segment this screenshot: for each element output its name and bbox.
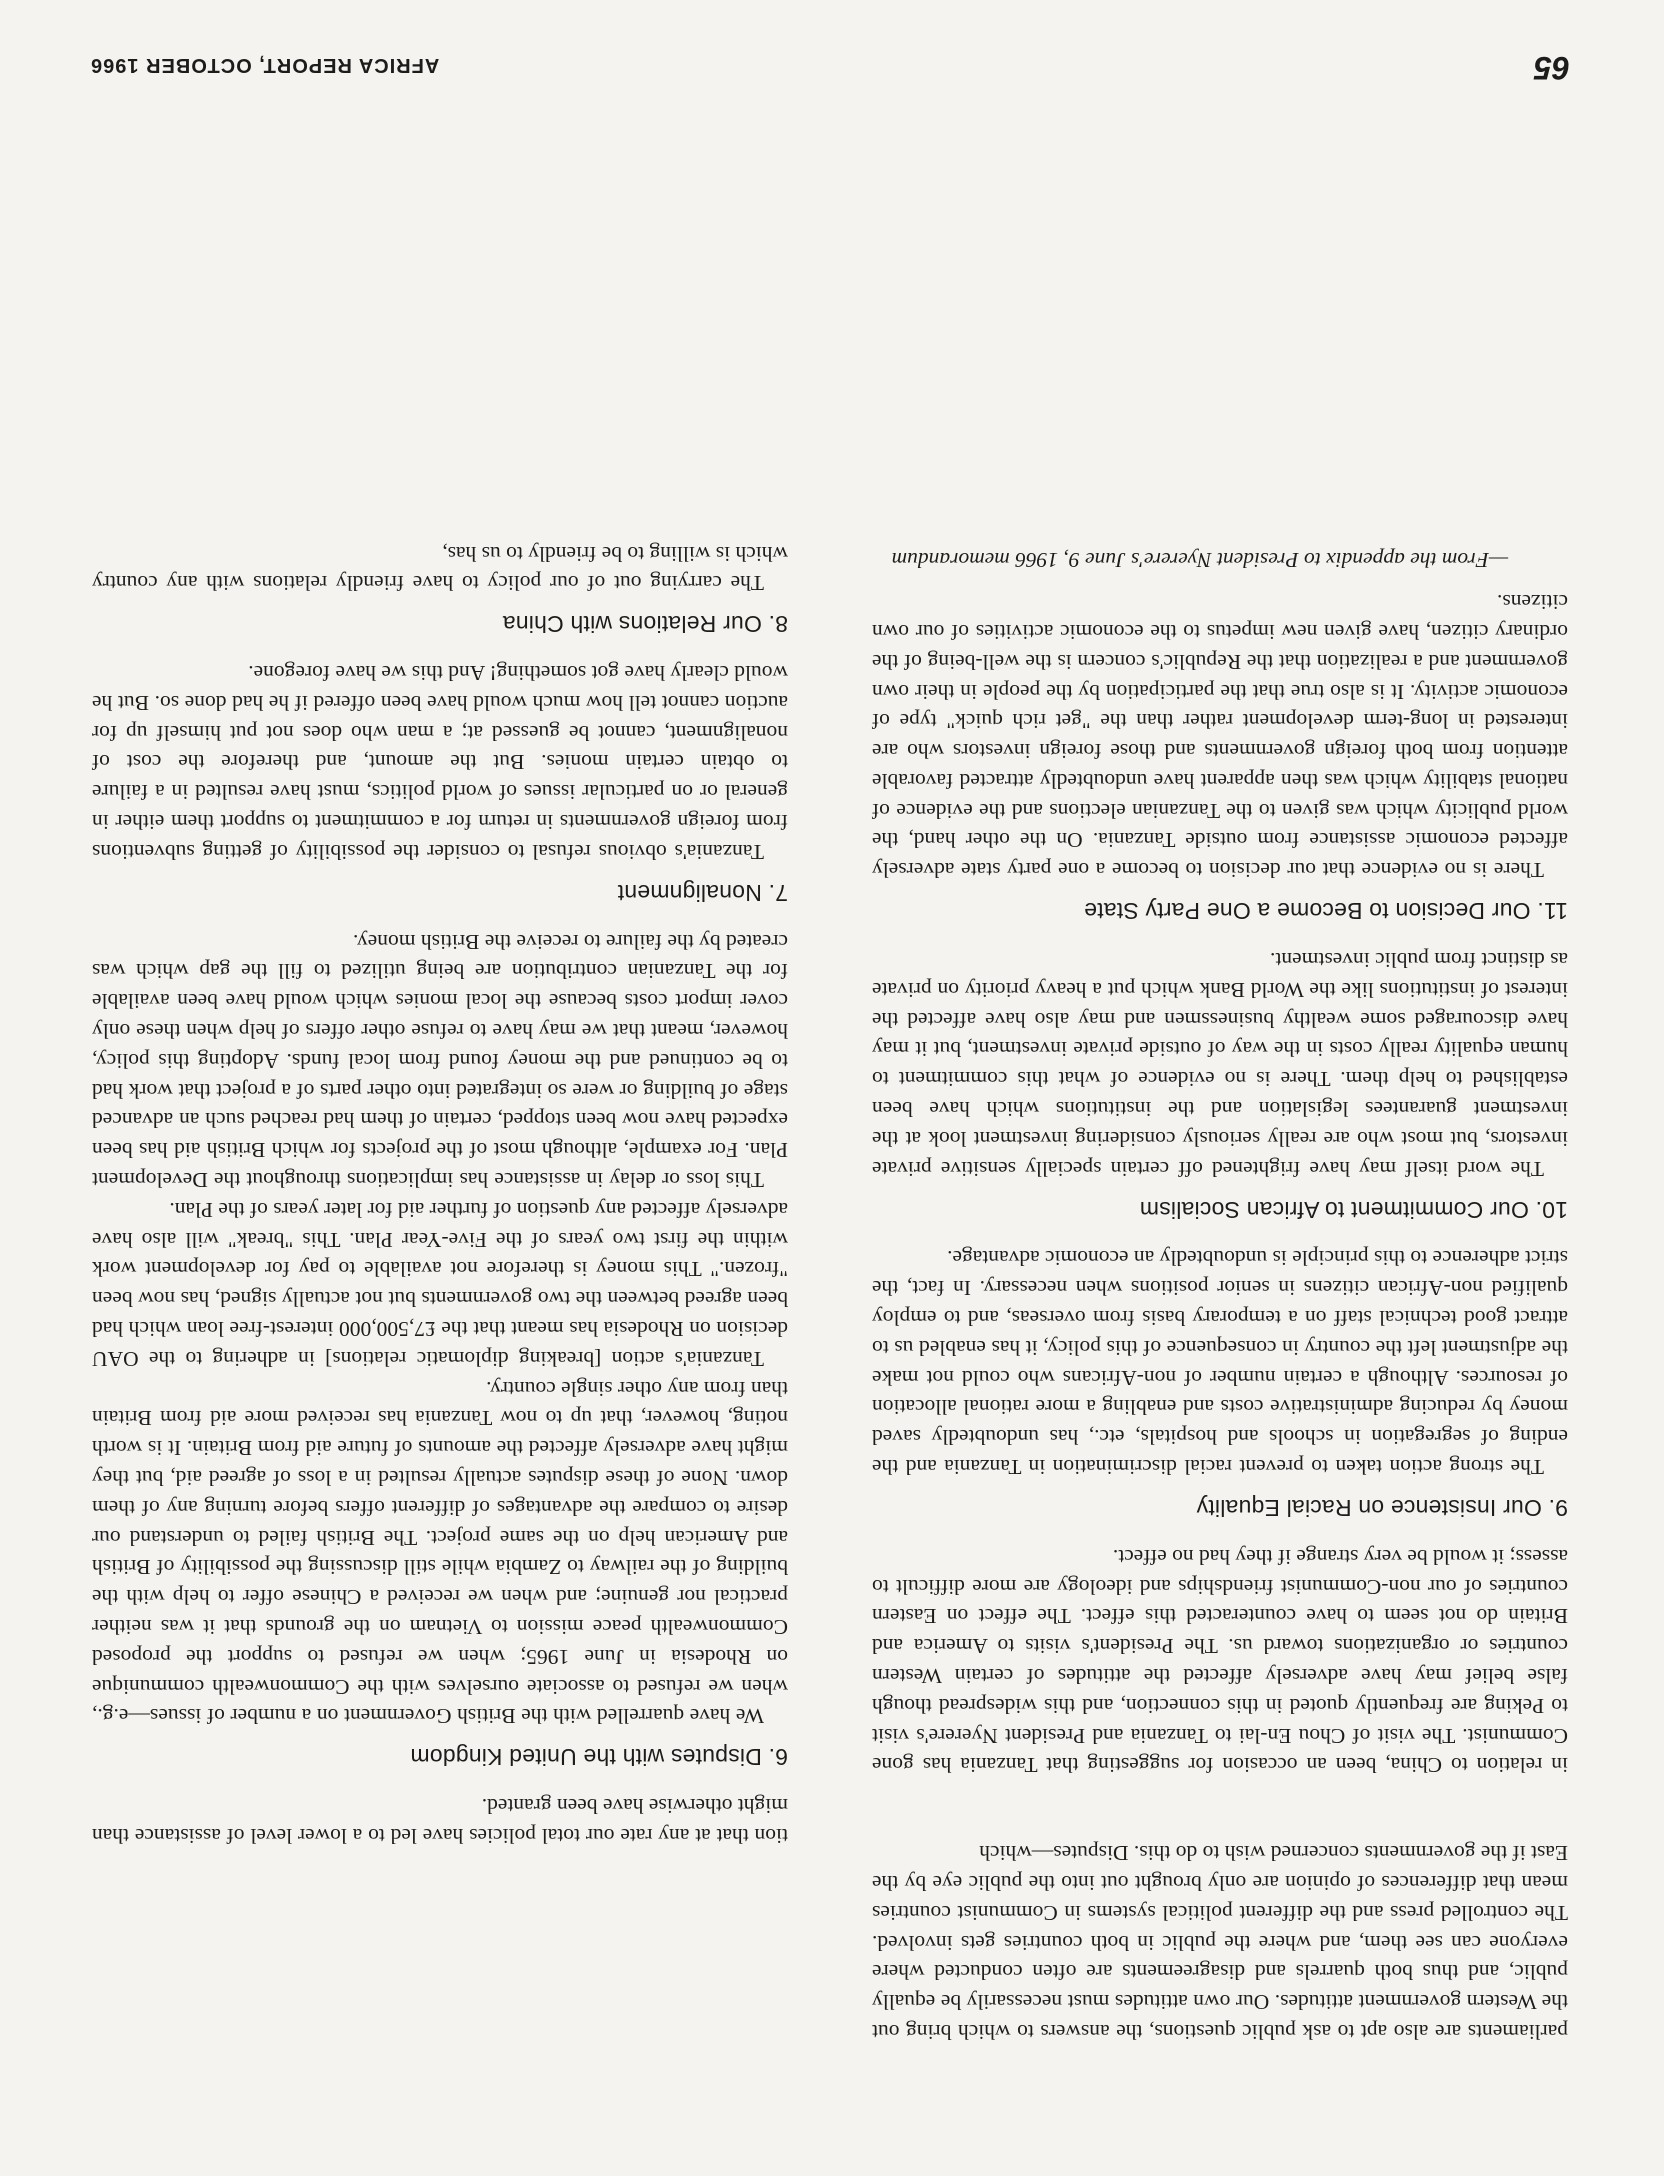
left-column (872, 545, 1568, 2046)
paragraph-racial-equality: The strong action taken to prevent racial discrimination in Tanzania and the ending of segregation in schools and hospitals, etc., has undoubtedly saved money by reducing administrative costs and enabling a more rational allocation of resources. Although a certain number of non-Africans who could not make the adjustment left the country in consequence of this policy, it has enabled us to attract good technical staff on a temporary basis from overseas, and to employ qualified non-African citizens in senior positions when necessary. In fact, the strict adherence to this principle is undoubtedly an economic advantage. (872, 1246, 1568, 1480)
source-attribution: —From the appendix to President Nyerere's June 9, 1966 memorandum (891, 548, 1508, 573)
paragraph-nonalignment: Tanzania's obvious refusal to consider the possibility of getting subventions from foreign governments in return for a commitment to support them either in general or on particular issues of world politics, must have resulted in a failure to obtain certain monies. But the amount, and therefore the cost of nonalignment, cannot be guessed at; a man who does not put himself up for auction cannot tell how much would have been offered if he had done so. But he would clearly have got something! And this we have foregone. (92, 661, 788, 864)
right-column (92, 538, 788, 2046)
paragraph-continuation: parliaments are also apt to ask public questions, the answers to which bring out the Western government attitudes. Our own attitudes must necessarily be equally public, and thus both quarrels and disagreements are often conducted where everyone can see them, and where the public in both countries gets involved. The controlled press and the different political systems in Communist countries mean that differences of opinion are only brought out into the public eye by the East if the governments concerned wish to do this. Disputes—which (872, 1841, 1568, 2044)
paragraph-african-socialism: The word itself may have frightened off certain specially sensitive private investors, but most who are really seriously considering investment look at the investment guarantees legislation and the institutions which have been established to help them. There is no evidence of what this commitment to human equality really costs in the way of outside private investment, but it may have discouraged some wealthy businessmen and may also have affected the interest of institutions like the World Bank which put a heavy priority on private as distinct from public investment. (872, 948, 1568, 1181)
section-heading-uk-disputes: 6. Disputes with the United Kingdom (410, 1744, 788, 1771)
paragraph-one-party-state: There is no evidence that our decision to become a one party state adversely affected economic assistance from outside Tanzania. On the other hand, the world publicity which was given to the Tanzanian elections and the evidence of national stability which was then apparent have undoubtedly attracted favorable attention from both foreign governments and those foreign investors who are interested in long-term development rather than the "get rich quick" type of economic activity. It is also true that the participation by the people in their own government and a realization that the Republic's concern is the well-being of the ordinary citizen, have given new impetus to the economic activities of our own citizens. (872, 590, 1568, 883)
paragraph-china: The carrying out of our policy to have friendly relations with any country which is willing to be friendly to us has, (92, 541, 788, 596)
section-heading-china: 8. Our Relations with China (502, 611, 788, 638)
section-heading-nonalignment: 7. Nonalignment (617, 879, 788, 906)
page-number: 65 (1533, 50, 1570, 86)
section-heading-african-socialism: 10. Our Commitment to African Socialism (1139, 1196, 1568, 1223)
section-heading-one-party-state: 11. Our Decision to Become a One Party State (1084, 898, 1568, 925)
paragraph-china-relations: in relation to China, been an occasion for suggesting that Tanzania has gone Communist. The visit of Chou En-lai to Tanzania and President Nyerere's visit to Peking are frequently quoted in this connection, and this widespread though false belief may have adversely affected the attitudes of certain Western countries or organizations toward us. The President's visits to America and Britain do not seem to have counteracted this effect. The effect on Eastern countries of our non-Communist friendships and ideology are more difficult to assess; it would be very strange if they had no effect. (872, 1544, 1568, 1778)
paragraph-lower-assistance: tion that at any rate our total policies have led to a lower level of assistance than might otherwise have been granted. (92, 1794, 788, 1848)
section-heading-racial-equality: 9. Our Insistence on Racial Equality (1196, 1495, 1568, 1522)
paragraph-oau-rhodesia: Tanzania's action [breaking diplomatic relations] in adhering to the OAU decision on Rhodesia has meant that the £7,500,000 interest-free loan which had been agreed between the two governments but not actually signed, has now been "frozen." This money is therefore not available to pay for development work within the first two years of the Five-Year Plan. This "break" will also have adversely affected any question of further aid for later years of the Plan. (92, 1197, 788, 1371)
publication-line: AFRICA REPORT, OCTOBER 1966 (90, 54, 440, 76)
paragraph-development-plan: This loss or delay in assistance has implications throughout the Development Plan. For example, although most of the projects for which British aid has been expected have now been stopped, certain of them had reached such an advanced stage of building or were so integrated into other parts of a project that work had to be continued and the money found from local funds. Adopting this policy, however, meant that we may have to refuse other offers of help when these only cover import costs because the local monies which would have been available for the Tanzanian contribution are being utilized to fill the gap which was created by the failure to receive the British money. (92, 929, 788, 1193)
paragraph-uk-quarrels: We have quarrelled with the British Government on a number of issues—e.g., when we refused to associate ourselves with the Commonwealth communique on Rhodesia in June 1965; when we refused to support the proposed Commonwealth peace mission to Vietnam on the grounds that it was neither practical nor genuine; and when we received a Chinese offer to help with the building of the railway to Zambia while still discussing the possibility of British and American help on the same project. The British failed to understand our desire to compare the advantages of different offers before turning any of them down. None of these disputes actually resulted in a loss of agreed aid, but they might have adversely affected the amounts of future aid from Britain. It is worth noting, however, that up to now Tanzania has received more aid from Britain than from any other single country. (92, 1376, 788, 1729)
